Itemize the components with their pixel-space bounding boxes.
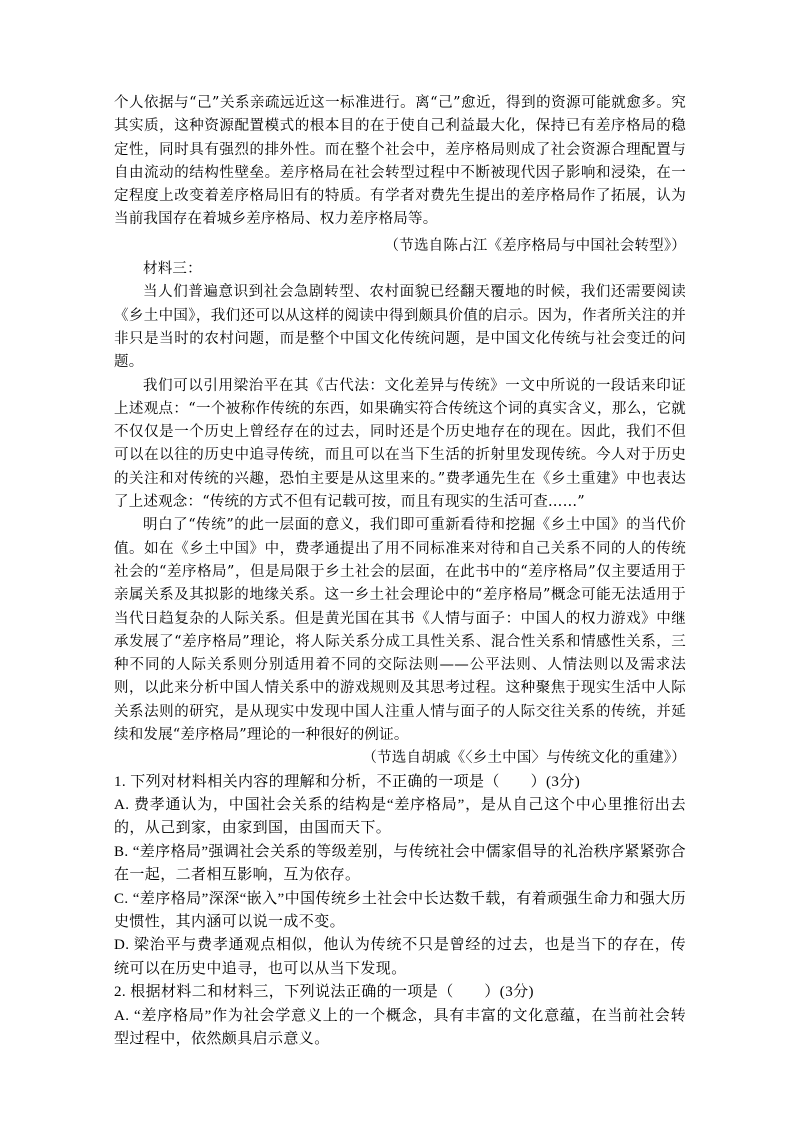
option-d: D. 梁治平与费孝通观点相似，他认为传统不只是曾经的过去，也是当下的存在，传统可以在历史中追寻，也可以从当下发现。 [114, 937, 686, 977]
material3-paragraph-1: 当人们普遍意识到社会急剧转型、农村面貌已经翻天覆地的时候，我们还需要阅读《乡土中国》，我们还可以从这样的阅读中得到颇具价值的启示。因为，作者所关注的并非只是当时的农村问题，而是整个中国文化传统问题，是中国文化传统与社会变迁的问题。 [114, 284, 686, 371]
material3-source: （节选自胡戚《〈乡土中国〉与传统文化的重建》） [362, 750, 686, 767]
question-1 [114, 771, 686, 982]
question-stem: 1. 下列对材料相关内容的理解和分析，不正确的一项是（ ）(3分) [114, 773, 581, 790]
material3-paragraph-3: 明白了“传统”的此一层面的意义，我们即可重新看待和挖掘《乡土中国》的当代价值。如在《乡土中国》中，费孝通提出了用不同标准来对待和自己关系不同的人的传统社会的“差序格局”，但是局限于乡土社会的层面，在此书中的“差序格局”仅主要适用于亲属关系及其拟影的地缘关系。这一乡土社会理论中的“差序格局”概念可能无法适用于当代日趋复杂的人际关系。但是黄光国在其书《人情与面子：中国人的权力游戏》中继承发展了“差序格局”理论，将人际关系分成工具性关系、混合性关系和情感性关系，三种不同的人际关系则分别适用着不同的交际法则——公平法则、人情法则以及需求法则，以此来分析中国人情关系中的游戏规则及其思考过程。这种聚焦于现实生活中人际关系法则的研究，是从现实中发现中国人注重人情与面子的人际交往关系的传统，并延续和发展“差序格局”理论的一种很好的例证。 [114, 517, 686, 744]
material2-source: （节选自陈占江《差序格局与中国社会转型》） [384, 237, 686, 254]
material3-heading: 材料三： [143, 261, 202, 278]
questions-section [114, 771, 686, 1052]
option-a: A. “差序格局”作为社会学意义上的一个概念，具有丰富的文化意蕴，在当前社会转型过程中，依然颇具启示意义。 [114, 1007, 686, 1048]
option-c: C. “差序格局”深深“嵌入”中国传统乡土社会中长达数千载，有着顽强生命力和强大历史惯性，其内涵可以说一成不变。 [114, 890, 686, 931]
document-page [114, 92, 686, 1051]
question-stem: 2. 根据材料二和材料三，下列说法正确的一项是（ ）(3分) [114, 984, 534, 1001]
option-b: B. “差序格局”强调社会关系的等级差别，与传统社会中儒家倡导的礼治秩序紧紧弥合在一起，二者相互影响，互为依存。 [114, 843, 686, 884]
material2-tail-paragraph: 个人依据与“己”关系亲疏远近这一标准进行。离“己”愈近，得到的资源可能就愈多。究其实质，这种资源配置模式的根本目的在于使自己利益最大化，保持已有差序格局的稳定性，同时具有强烈的排外性。而在整个社会中，差序格局则成了社会资源合理配置与自由流动的结构性壁垒。差序格局在社会转型过程中不断被现代因子影响和浸染，在一定程度上改变着差序格局旧有的特质。有学者对费先生提出的差序格局作了拓展，认为当前我国存在着城乡差序格局、权力差序格局等。 [114, 95, 686, 228]
option-a: A. 费孝通认为，中国社会关系的结构是“差序格局”，是从自己这个中心里推衍出去的，从己到家，由家到国，由国而天下。 [114, 797, 686, 837]
material3-paragraph-2: 我们可以引用梁治平在其《古代法：文化差异与传统》一文中所说的一段话来印证上述观点：“一个被称作传统的东西，如果确实符合传统这个词的真实含义，那么，它就不仅仅是一个历史上曾经存在的过去，同时还是个历史地存在的现在。因此，我们不但可以在以往的历史中追寻传统，而且可以在当下生活的折射里发现传统。今人对于历史的关注和对传统的兴趣，恐怕主要是从这里来的。”费孝通先生在《乡土重建》中也表达了上述观念：“传统的方式不但有记载可按，而且有现实的生活可查……” [114, 377, 686, 511]
question-2 [114, 981, 686, 1051]
